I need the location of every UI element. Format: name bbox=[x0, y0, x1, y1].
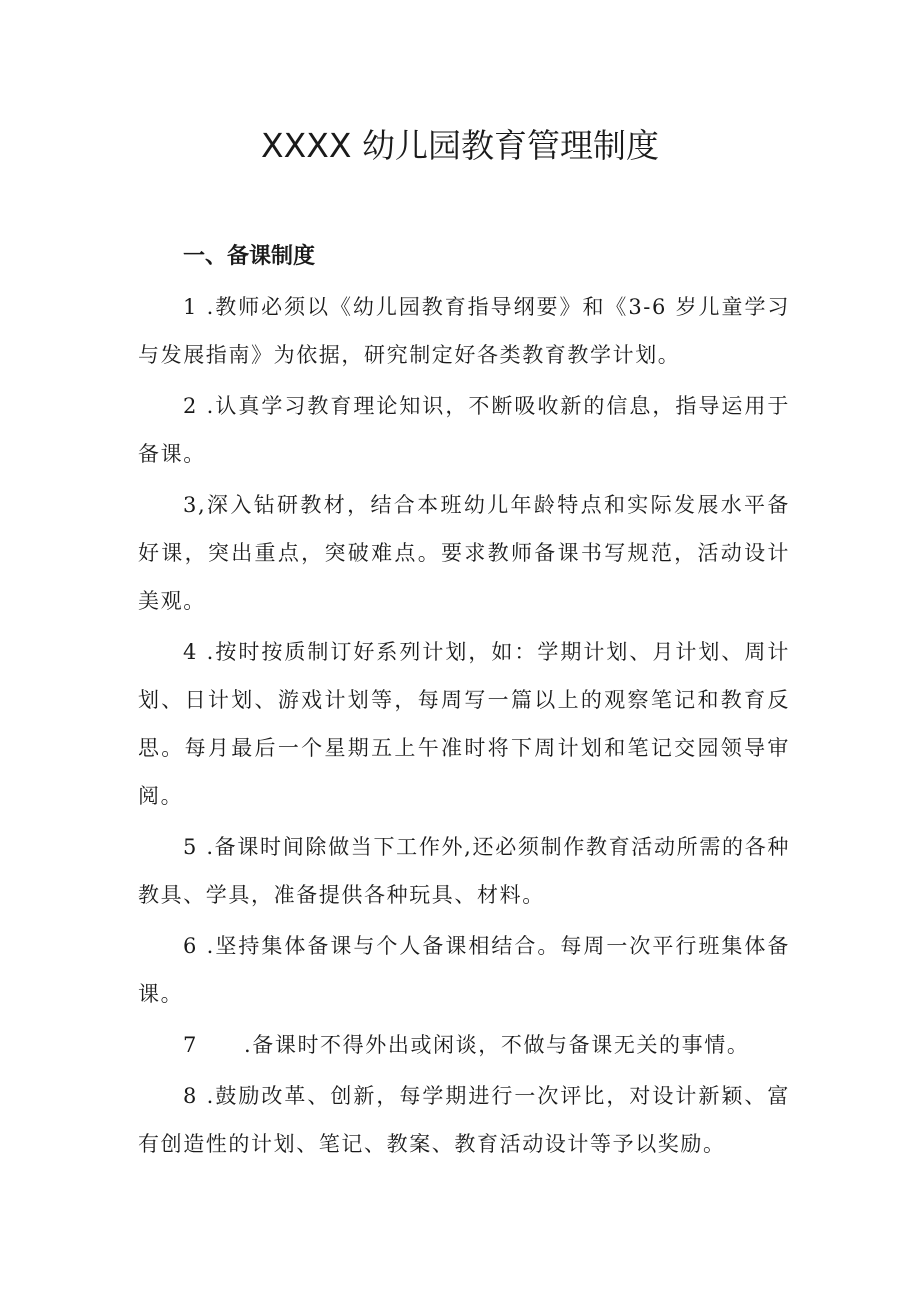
item-number: 3, bbox=[183, 493, 207, 517]
section-body bbox=[138, 283, 790, 1171]
paragraph-item-2 bbox=[138, 382, 790, 478]
section-heading: 一、备课制度 bbox=[183, 244, 316, 269]
paragraph-item-6 bbox=[138, 922, 790, 1018]
document-title: XXXX 幼儿园教育管理制度 bbox=[261, 126, 659, 165]
item-number: 2 bbox=[183, 394, 198, 418]
item-text: .备课时不得外出或闲谈，不做与备课无关的事情。 bbox=[243, 1033, 750, 1057]
item-number: 8 bbox=[183, 1084, 198, 1108]
paragraph-item-3 bbox=[138, 481, 790, 625]
paragraph-item-7 bbox=[138, 1021, 790, 1069]
item-text: .按时按质制订好系列计划，如：学期计划、月计划、周计划、日计划、游戏计划等，每周写一篇以上的观察笔记和教育反思。每月最后一个星期五上午准时将下周计划和笔记交园领导审阅。 bbox=[138, 640, 790, 808]
item-text: .备课时间除做当下工作外,还必须制作教育活动所需的各种教具、学具，准备提供各种玩具、材料。 bbox=[138, 835, 790, 907]
paragraph-item-4 bbox=[138, 628, 790, 820]
paragraph-item-5 bbox=[138, 823, 790, 919]
item-number: 7 bbox=[183, 1033, 198, 1057]
item-number: 1 bbox=[183, 295, 198, 319]
item-number: 5 bbox=[183, 835, 198, 859]
paragraph-item-8 bbox=[138, 1072, 790, 1168]
item-text: .坚持集体备课与个人备课相结合。每周一次平行班集体备课。 bbox=[138, 934, 790, 1006]
item-number: 6 bbox=[183, 934, 198, 958]
item-text: .教师必须以《幼儿园教育指导纲要》和《3-6 岁儿童学习与发展指南》为依据，研究制定好各类教育教学计划。 bbox=[138, 295, 790, 367]
item-text: 深入钻研教材，结合本班幼儿年龄特点和实际发展水平备好课，突出重点，突破难点。要求教师备课书写规范，活动设计美观。 bbox=[138, 493, 790, 613]
item-text: .认真学习教育理论知识，不断吸收新的信息，指导运用于备课。 bbox=[138, 394, 790, 466]
item-number: 4 bbox=[183, 640, 198, 664]
item-text: .鼓励改革、创新，每学期进行一次评比，对设计新颖、富有创造性的计划、笔记、教案、教育活动设计等予以奖励。 bbox=[138, 1084, 790, 1156]
paragraph-item-1 bbox=[138, 283, 790, 379]
